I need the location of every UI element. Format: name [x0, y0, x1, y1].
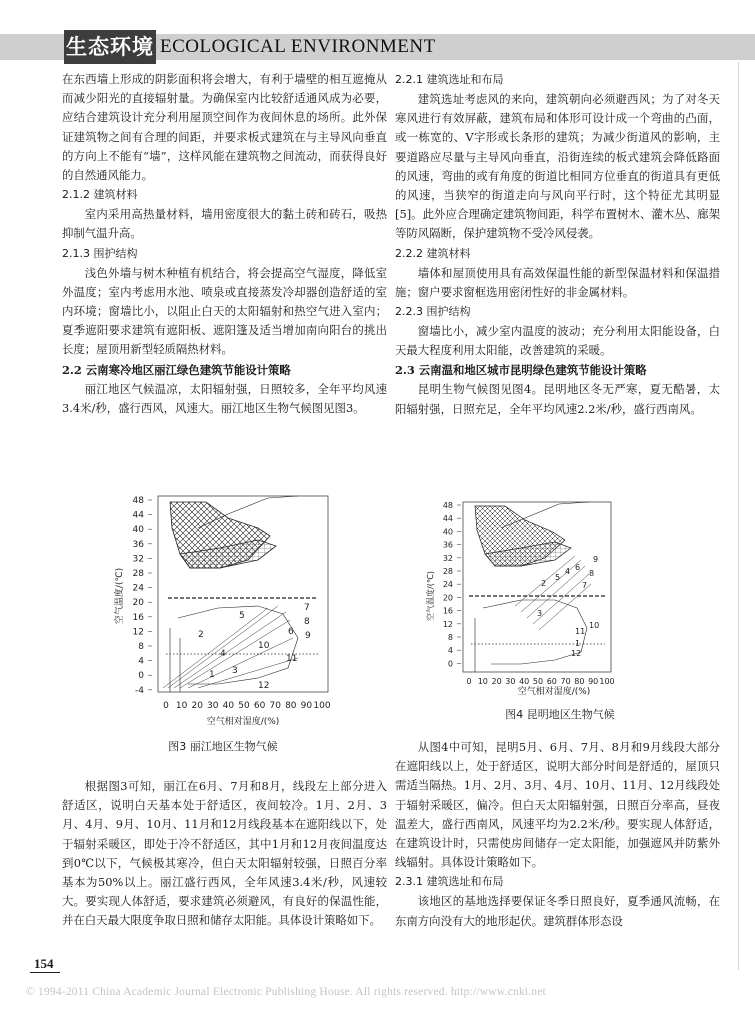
figure-4-y-tick-label: 44 [442, 514, 453, 524]
journal-title-cn: 生态环境 [64, 30, 156, 64]
figure-4-label-7: 7 [582, 581, 588, 590]
heading-2-2: 2.2 云南寒冷地区丽江绿色建筑节能设计策略 [62, 362, 291, 377]
figure-3-y-tick-label: -4 [135, 685, 144, 696]
figure-4-x-axis-label: 空气相对湿度/(%) [517, 687, 591, 697]
figure-4-label-3: 3 [537, 609, 543, 618]
figure-4-x-tick-label: 20 [491, 677, 502, 686]
figure-4 [425, 496, 625, 706]
heading-2-1-2: 2.1.2 建筑材料 [62, 188, 138, 202]
figure-4-label-2: 2 [541, 579, 547, 588]
figure-4-x-tick-label: 40 [519, 677, 530, 686]
figure-3-label-4: 4 [220, 649, 226, 659]
right-paragraph-4: 昆明生物气候图见图4。昆明地区冬无严寒，夏无酷暑，太阳辐射强，日照充足，全年平均风速2.2米/秒，盛行西南风。 [395, 382, 720, 416]
right-column [395, 70, 720, 419]
figure-3-label-12: 12 [258, 681, 270, 691]
left-paragraph-3: 浅色外墙与树木种植有机结合，将会提高空气湿度，降低室外温度；室内考虑用水池、喷泉或直接蒸发冷却器创造舒适的室内环境；窗墙比小，以阻止白天的太阳辐射和热空气进入室内；夏季遮阳要求建筑有遮阳板、遮阳篷及适当增加南向阳台的挑出长度；屋顶用新型轻质隔热材料。 [62, 265, 387, 357]
figure-3-label-7: 7 [304, 603, 310, 613]
figure-3-x-tick-label: 60 [253, 701, 266, 711]
page-edge-line [738, 62, 739, 970]
figure-4-y-tick-label: 12 [442, 619, 453, 629]
figure-4-label-8: 8 [589, 569, 595, 578]
figure-4-y-tick-label: 16 [442, 606, 453, 616]
figure-4-x-tick-label: 90 [588, 677, 599, 686]
figure-4-y-axis-label: 空气温度/(℃) [426, 571, 435, 621]
figure-3-y-tick-label: 48 [132, 496, 144, 506]
figure-4-label-11: 11 [575, 627, 586, 636]
figure-3-label-6: 6 [288, 627, 294, 637]
figure-3-caption: 图3 丽江地区生物气候 [168, 740, 278, 753]
figure-3-y-tick-label: 24 [132, 583, 144, 594]
figure-4-x-tick-label: 80 [574, 677, 585, 686]
figure-3-y-tick-label: 36 [132, 539, 144, 550]
figure-3-label-9: 9 [305, 631, 311, 641]
figure-4-label-6: 6 [575, 563, 581, 572]
page-number-rule [30, 972, 60, 973]
journal-title-en: ECOLOGICAL ENVIRONMENT [160, 36, 436, 57]
figure-3-y-tick-label: 0 [138, 671, 144, 682]
figure-3-x-tick-label: 20 [191, 701, 203, 711]
heading-2-2-2: 2.2.2 建筑材料 [395, 246, 471, 260]
figure-3-x-tick-label: 80 [285, 701, 297, 711]
figure-3-x-tick-label: 100 [313, 701, 331, 711]
figure-3-month-line [180, 620, 290, 688]
page-number: 154 [34, 956, 54, 971]
figure-4-y-tick-label: 28 [442, 567, 453, 576]
figure-3-x-tick-label: 50 [238, 701, 250, 711]
figure-4-x-tick-label: 70 [560, 677, 571, 686]
figure-3-label-11: 11 [286, 654, 298, 664]
figure-4-x-tick-label: 50 [532, 677, 544, 686]
heading-2-3: 2.3 云南温和地区城市昆明绿色建筑节能设计策略 [395, 363, 647, 378]
figure-4-label-9: 9 [593, 555, 599, 564]
figure-4-y-tick-label: 24 [442, 580, 453, 590]
figure-4-x-tick-label: 60 [546, 677, 557, 686]
figure-3-chart [108, 488, 343, 728]
figure-3-x-tick-label: 90 [300, 701, 313, 711]
heading-2-2-3: 2.2.3 围护结构 [395, 305, 471, 319]
figure-4-y-tick-label: 20 [442, 593, 453, 603]
figure-3-x-axis-label: 空气相对湿度/(%) [206, 717, 280, 727]
figure-4-label-1: 1 [575, 639, 581, 648]
left-paragraph-2: 室内采用高热量材料，墙用密度很大的黏土砖和砖石，吸热抑制气温升高。 [62, 207, 387, 241]
heading-2-1-3: 2.1.3 围护结构 [62, 246, 138, 260]
journal-header [0, 30, 755, 64]
right-paragraph-3: 窗墙比小，减少室内温度的波动；充分利用太阳能设备，白天最大程度利用太阳能，改善建筑的采暖。 [395, 324, 720, 358]
figure-3-y-tick-label: 44 [132, 510, 144, 521]
right-paragraph-5: 从图4中可知，昆明5月、6月、7月、8月和9月线段大部分在遮阳线以上，处于舒适区，说明大部分时间是舒适的，屋顶只需适当隔热。1月、2月、3月、4月、10月、11月、12月线段处于辐射采暖区，偏冷。但白天太阳辐射强，日照百分率高，昼夜温差大，盛行西南风，风速平均为2.2米/秒。要实现人体舒适，在建筑设计时，只需使房间储存一定太阳能，加强遮风并防紫外线辐射。具体设计策略如下。 [395, 740, 720, 870]
figure-3-x-tick-label: 70 [269, 701, 281, 711]
figure-4-x-tick-label: 100 [599, 677, 615, 686]
figure-3-label-5: 5 [239, 611, 245, 621]
figure-3-label-10: 10 [258, 641, 270, 651]
figure-4-y-tick-label: 0 [447, 659, 453, 669]
figure-4-y-tick-label: 36 [442, 540, 453, 550]
figure-4-caption: 图4 昆明地区生物气候 [505, 708, 615, 721]
figure-4-y-tick-label: 8 [447, 633, 453, 642]
figure-4-month-line [539, 584, 591, 630]
left-paragraph-1: 在东西墙上形成的阴影面积将会增大，有利于墙壁的相互遮掩从而减少阳光的直接辐射量。为确保室内比较舒适通风成为必要，应结合建筑设计充分利用屋顶空间作为夜间休息的场所。此外保证建筑物之间有合理的间距，并要求板式建筑在与主导风向垂直的方向上不能有“墙”，这样风能在建筑物之间流动，而获得良好的自然通风能力。 [62, 72, 387, 183]
figure-4-chart [425, 496, 625, 702]
figure-3-y-tick-label: 12 [132, 627, 144, 638]
right-paragraph-6: 该地区的基地选择要保证冬季日照良好，夏季通风流畅，在东南方向没有大的地形起伏。建筑群体形态设 [395, 894, 720, 928]
figure-3-y-tick-label: 8 [138, 642, 144, 652]
figure-4-month-line [521, 560, 581, 612]
figure-3 [108, 488, 343, 732]
right-paragraph-2: 墙体和屋顶使用具有高效保温性能的新型保温材料和保温措施；窗户要求窗框选用密闭性好的非金属材料。 [395, 265, 720, 299]
copyright-footer: © 1994-2011 China Academic Journal Electronic Publishing House. All rights reserved. http://www.cnki.net [26, 986, 546, 998]
figure-4-y-tick-label: 40 [442, 527, 453, 537]
figure-3-y-tick-label: 4 [138, 656, 144, 667]
figure-3-line-labels [198, 603, 311, 691]
figure-3-x-tick-label: 10 [175, 701, 188, 711]
left-paragraph-5: 根据图3可知，丽江在6月、7月和8月，线段左上部分进入舒适区，说明白天基本处于舒适区，夜间较冷。1月、2月、3月、4月、9月、10月、11月和12月线段基本在遮阳线以下，处于辐射采暖区，即处于冷不舒适区，其中1月和12月夜间温度达到0℃以下，气候极其寒冷，但白天太阳辐射较强，日照百分率基本为50%以上。丽江盛行西风，全年风速3.4米/秒，风速较大。要实现人体舒适，要求建筑必须避风，有良好的保温性能，并在白天最大限度争取日照和储存太阳能。具体设计策略如下。 [62, 779, 387, 928]
figure-3-x-tick-label: 30 [207, 701, 219, 711]
figure-3-x-tick-label: 0 [163, 701, 169, 711]
heading-2-2-1: 2.2.1 建筑选址和布局 [395, 73, 504, 86]
left-column-lower [62, 777, 387, 931]
figure-3-y-tick-label: 28 [132, 569, 144, 579]
figure-3-y-tick-label: 16 [132, 612, 144, 623]
figure-3-region-curve [178, 606, 298, 684]
figure-3-y-axis-label: 空气温度/(℃) [115, 567, 125, 625]
figure-3-label-8: 8 [304, 617, 310, 627]
figure-4-y-tick-label: 32 [442, 553, 453, 563]
figure-4-line-labels [537, 555, 599, 658]
figure-3-month-line [163, 608, 268, 688]
figure-3-y-tick-label: 32 [132, 554, 144, 565]
figure-3-label-3: 3 [232, 666, 238, 676]
left-column [62, 70, 387, 418]
figure-4-label-12: 12 [571, 649, 582, 658]
right-column-lower [395, 738, 720, 931]
left-paragraph-4: 丽江地区气候温凉，太阳辐射强，日照较多，全年平均风速3.4米/秒，盛行西风，风速大。丽江地区生物气候图见图3。 [62, 381, 387, 415]
figure-4-label-4: 4 [565, 567, 571, 576]
figure-4-label-5: 5 [555, 573, 561, 582]
figure-4-y-tick-label: 4 [447, 646, 453, 656]
figure-4-x-tick-label: 0 [466, 677, 472, 686]
right-paragraph-1: 建筑选址考虑风的来向，建筑朝向必须避西风；为了对冬天寒风进行有效屏蔽，建筑布局和体形可设计成一个弯曲的凸面，或一栋宽的、V字形或长条形的建筑；为减少街道风的影响，主要道路应尽量与主导风向垂直，沿街连续的板式建筑会降低路面的风速，弯曲的或有角度的街道比相同方位垂直的街道具有更低的风速，当狭窄的街道走向与风向平行时，这个特征尤其明显[5]。此外应合理确定建筑物间距，科学布置树木、灌木丛、廊架等防风隔断，保护建筑物不受冷风侵袭。 [395, 92, 720, 241]
figure-3-y-tick-label: 40 [132, 525, 144, 536]
figure-4-x-tick-label: 10 [477, 677, 488, 686]
figure-3-label-2: 2 [198, 630, 204, 640]
figure-4-y-tick-label: 48 [442, 501, 453, 510]
figure-4-x-tick-label: 30 [505, 677, 516, 686]
figure-3-x-tick-label: 40 [222, 701, 235, 711]
figure-3-label-1: 1 [209, 670, 215, 680]
heading-2-3-1: 2.3.1 建筑选址和布局 [395, 875, 504, 889]
figure-3-y-tick-label: 20 [132, 598, 144, 609]
figure-4-label-10: 10 [589, 621, 600, 630]
